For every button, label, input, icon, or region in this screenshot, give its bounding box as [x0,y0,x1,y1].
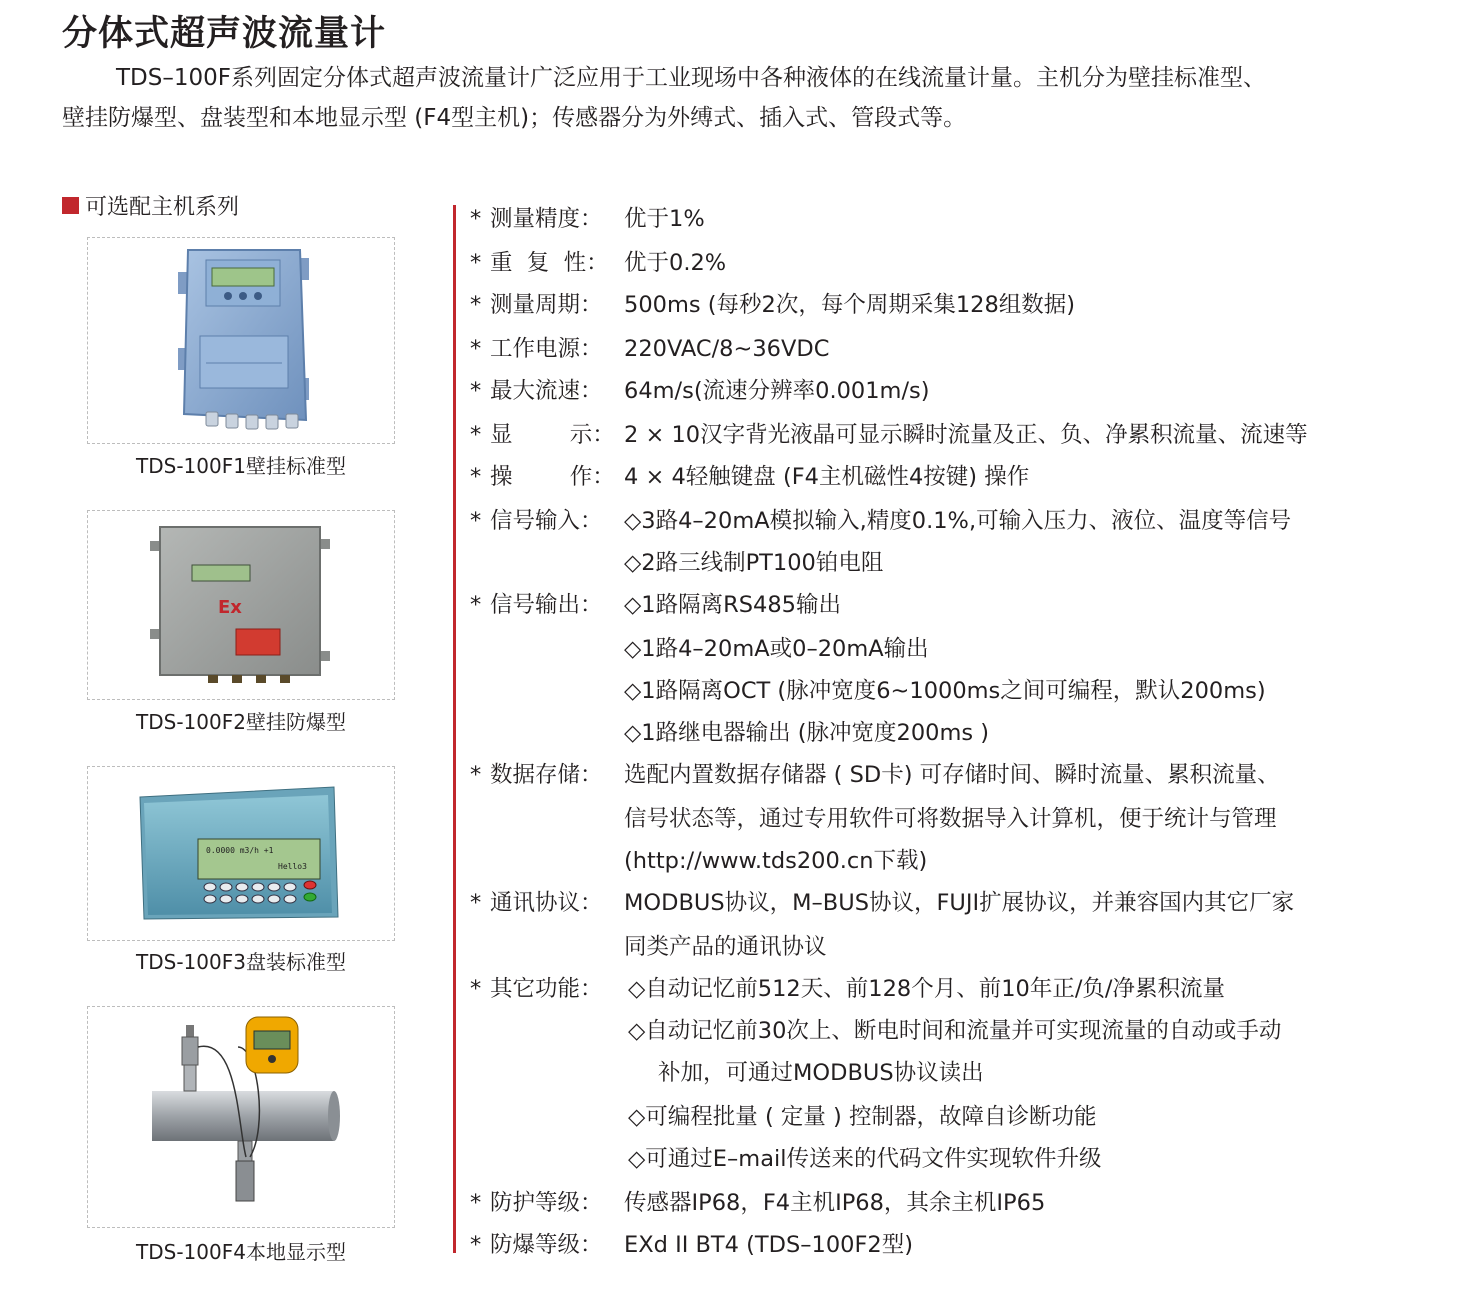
spec-value: 补加，可通过MODBUS协议读出 [658,1060,984,1086]
spec-label: 防护等级： [490,1190,603,1216]
explosion-proof-unit-icon [88,511,394,699]
spec-value: (http://www.tds200.cn下载) [624,848,928,874]
intro-line-2: 壁挂防爆型、盘装型和本地显示型 (F4型主机)；传感器分为外缚式、插入式、管段式等。 [62,105,967,131]
pipe-sensor-unit-icon [88,1007,394,1227]
bullet-star: * [470,1232,482,1258]
spec-value: ◇自动记忆前512天、前128个月、前10年正/负/净累积流量 [628,976,1225,1002]
spec-label: 防爆等级： [490,1232,603,1258]
spec-label: 信号输出： [490,592,603,618]
bullet-star: * [470,508,482,534]
spec-value: 500ms (每秒2次，每个周期采集128组数据) [624,292,1076,318]
lcd-line-1: 0.0000 m3/h +1 [206,846,274,855]
spec-label: 工作电源： [490,336,603,362]
spec-value: ◇自动记忆前30次上、断电时间和流量并可实现流量的自动或手动 [628,1018,1282,1044]
bullet-star: * [470,976,482,1002]
bullet-star: * [470,464,482,490]
spec-label: 最大流速： [490,378,603,404]
bullet-star: * [470,1190,482,1216]
spec-value: ◇2路三线制PT100铂电阻 [624,550,884,576]
spec-label: 其它功能： [490,976,603,1002]
spec-value: 同类产品的通讯协议 [624,934,827,960]
lcd-line-2: Hello3 [278,862,307,871]
spec-label: 操 作： [490,464,615,490]
bullet-star: * [470,378,482,404]
spec-value: ◇3路4–20mA模拟输入,精度0.1%,可输入压力、液位、温度等信号 [624,508,1292,534]
page-title: 分体式超声波流量计 [62,14,387,54]
intro-paragraph [62,58,1432,138]
product-caption-f3: TDS-100F3盘装标准型 [136,950,346,974]
section-label [62,190,239,221]
ex-badge: Ex [218,597,242,618]
spec-value: 220VAC/8~36VDC [624,336,830,362]
spec-value: ◇1路继电器输出 (脉冲宽度200ms ) [624,720,990,746]
bullet-square-icon [62,197,79,214]
spec-value: ◇1路隔离OCT (脉冲宽度6~1000ms之间可编程，默认200ms) [624,678,1266,704]
spec-value: ◇可通过E–mail传送来的代码文件实现软件升级 [628,1146,1102,1172]
product-caption-f2: TDS-100F2壁挂防爆型 [136,710,346,734]
product-image-f2 [87,510,395,700]
spec-value: 4 × 4轻触键盘 (F4主机磁性4按键) 操作 [624,464,1030,490]
spec-value: 传感器IP68，F4主机IP68，其余主机IP65 [624,1190,1046,1216]
wall-mount-unit-icon [88,238,394,443]
bullet-star: * [470,336,482,362]
spec-value: 选配内置数据存储器 ( SD卡) 可存储时间、瞬时流量、累积流量、 [624,762,1280,788]
spec-value: 信号状态等，通过专用软件可将数据导入计算机，便于统计与管理 [624,806,1277,832]
bullet-star: * [470,206,482,232]
bullet-star: * [470,292,482,318]
section-label-text: 可选配主机系列 [85,195,240,220]
spec-label: 数据存储： [490,762,603,788]
spec-label: 测量精度： [490,206,603,232]
spec-value: MODBUS协议，M–BUS协议，FUJI扩展协议，并兼容国内其它厂家 [624,890,1295,916]
product-caption-f1: TDS-100F1壁挂标准型 [136,454,346,478]
spec-label: 测量周期： [490,292,603,318]
intro-line-1: TDS–100F系列固定分体式超声波流量计广泛应用于工业现场中各种液体的在线流量计量。主机分为壁挂标准型、 [116,65,1266,91]
spec-value: 64m/s(流速分辨率0.001m/s) [624,378,930,404]
spec-value: EXd II BT4 (TDS–100F2型) [624,1232,913,1258]
product-image-f1 [87,237,395,444]
bullet-star: * [470,592,482,618]
spec-label: 显 示： [490,422,615,448]
bullet-star: * [470,890,482,916]
panel-mount-unit-icon [88,767,394,940]
spec-value: 2 × 10汉字背光液晶可显示瞬时流量及正、负、净累积流量、流速等 [624,422,1308,448]
spec-value: 优于1% [624,206,705,232]
product-image-f4 [87,1006,395,1228]
spec-value: 优于0.2% [624,250,727,276]
spec-label: 信号输入： [490,508,603,534]
red-divider [453,205,456,1253]
bullet-star: * [470,422,482,448]
product-caption-f4: TDS-100F4本地显示型 [136,1240,346,1264]
bullet-star: * [470,762,482,788]
spec-value: ◇1路4–20mA或0–20mA输出 [624,636,929,662]
spec-value: ◇可编程批量 ( 定量 ) 控制器，故障自诊断功能 [628,1104,1097,1130]
spec-label: 通讯协议： [490,890,603,916]
spec-value: ◇1路隔离RS485输出 [624,592,841,618]
spec-label: 重 复 性： [490,250,609,276]
bullet-star: * [470,250,482,276]
product-image-f3 [87,766,395,941]
